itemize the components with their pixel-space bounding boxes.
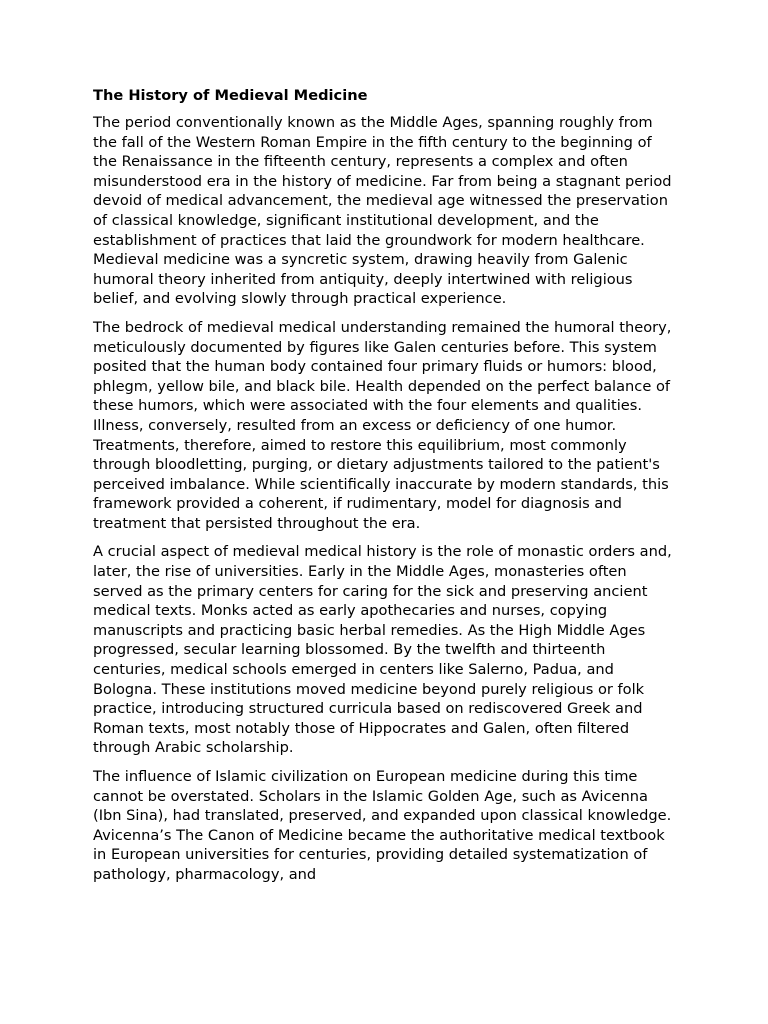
document-page [93, 86, 678, 894]
paragraph-2: The bedrock of medieval medical understanding remained the humoral theory, meticulously documented by figures like Galen centuries before. This system posited that the human body contained four primary fluids or humors: blood, phlegm, yellow bile, and black bile. Health depended on the perfect balance of these humors, which were associated with the four elements and qualities. Illness, conversely, resulted from an excess or deficiency of one humor. Treatments, therefore, aimed to restore this equilibrium, most commonly through bloodletting, purging, or dietary adjustments tailored to the patient's perceived imbalance. While scientifically inaccurate by modern standards, this framework provided a coherent, if rudimentary, model for diagnosis and treatment that persisted throughout the era. [93, 318, 672, 532]
paragraph-4: The influence of Islamic civilization on European medicine during this time cannot be overstated. Scholars in the Islamic Golden Age, such as Avicenna (Ibn Sina), had translated, preserved, and expanded upon classical knowledge. Avicenna’s The Canon of Medicine became the authoritative medical textbook in European universities for centuries, providing detailed systematization of pathology, pharmacology, and [93, 768, 672, 883]
document-title: The History of Medieval Medicine [93, 87, 368, 104]
paragraph-1: The period conventionally known as the Middle Ages, spanning roughly from the fall of the Western Roman Empire in the fifth century to the beginning of the Renaissance in the fifteenth century, represents a complex and often misunderstood era in the history of medicine. Far from being a stagnant period devoid of medical advancement, the medieval age witnessed the preservation of classical knowledge, significant institutional development, and the establishment of practices that laid the groundwork for modern healthcare. Medieval medicine was a syncretic system, drawing heavily from Galenic humoral theory inherited from antiquity, deeply intertwined with religious belief, and evolving slowly through practical experience. [93, 114, 672, 308]
paragraph-3: A crucial aspect of medieval medical history is the role of monastic orders and, later, the rise of universities. Early in the Middle Ages, monasteries often served as the primary centers for caring for the sick and preserving ancient medical texts. Monks acted as early apothecaries and nurses, copying manuscripts and practicing basic herbal remedies. As the High Middle Ages progressed, secular learning blossomed. By the twelfth and thirteenth centuries, medical schools emerged in centers like Salerno, Padua, and Bologna. These institutions moved medicine beyond purely religious or folk practice, introducing structured curricula based on rediscovered Greek and Roman texts, most notably those of Hippocrates and Galen, often filtered through Arabic scholarship. [93, 543, 672, 757]
